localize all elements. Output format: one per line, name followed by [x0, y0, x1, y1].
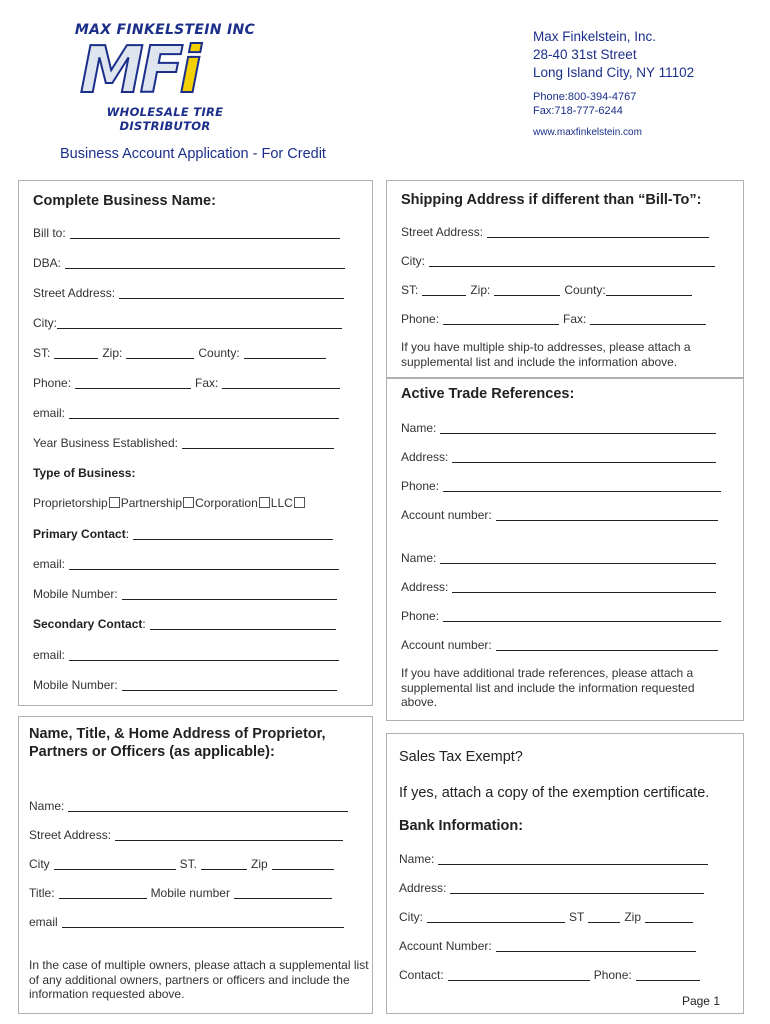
st-label: ST:	[33, 346, 51, 360]
type-of-business-label: Type of Business:	[33, 466, 136, 480]
primary-contact-colon: :	[125, 527, 130, 541]
ref2-phone-field[interactable]	[401, 607, 725, 623]
email-field[interactable]	[33, 404, 343, 420]
owner-zip-label: Zip	[251, 857, 268, 871]
company-fax: Fax:718-777-6244	[533, 105, 623, 117]
primary-mobile-label: Mobile Number:	[33, 587, 118, 601]
ship-street-field[interactable]	[401, 223, 713, 239]
secondary-mobile-label: Mobile Number:	[33, 678, 118, 692]
type-corporation-label: Corporation	[195, 496, 258, 510]
city-label: City:	[33, 316, 57, 330]
bill-to-label: Bill to:	[33, 226, 66, 240]
owner-st-label: ST.	[179, 857, 198, 871]
logo-letter-i: i	[179, 34, 198, 108]
company-street: 28-40 31st Street	[533, 47, 637, 62]
ref2-name-field[interactable]	[401, 549, 720, 565]
bill-to-field[interactable]	[33, 224, 344, 240]
year-established-label: Year Business Established:	[33, 436, 178, 450]
owner-city-st-zip-field[interactable]	[29, 855, 338, 871]
owner-name-field[interactable]	[29, 797, 352, 813]
owner-street-label: Street Address:	[29, 828, 112, 842]
partnership-checkbox[interactable]	[183, 497, 194, 508]
bank-address-label: Address:	[399, 881, 447, 895]
sales-tax-question: Sales Tax Exempt?	[399, 749, 523, 765]
company-website: www.maxfinkelstein.com	[533, 127, 642, 138]
fax-label: Fax:	[195, 376, 219, 390]
ref1-name-label: Name:	[401, 421, 437, 435]
shipping-heading: Shipping Address if different than “Bill-To”:	[401, 192, 702, 208]
ship-street-label: Street Address:	[401, 225, 484, 239]
ref2-address-label: Address:	[401, 580, 449, 594]
dba-label: DBA:	[33, 256, 62, 270]
page-number: Page 1	[681, 994, 720, 1008]
ref1-address-field[interactable]	[401, 448, 720, 464]
bank-heading: Bank Information:	[399, 818, 524, 834]
corporation-checkbox[interactable]	[259, 497, 270, 508]
ref1-phone-field[interactable]	[401, 477, 725, 493]
street-address-label: Street Address:	[33, 286, 116, 300]
county-label: County:	[198, 346, 240, 360]
phone-fax-field[interactable]	[33, 374, 344, 390]
secondary-contact-colon: :	[142, 617, 146, 631]
secondary-email-label: email:	[33, 648, 66, 662]
trade-references-heading: Active Trade References:	[401, 386, 575, 402]
owner-street-field[interactable]	[29, 826, 347, 842]
ship-county-label: County:	[564, 283, 606, 297]
form-title: Business Account Application - For Credit	[60, 146, 326, 162]
owner-city-label: City	[29, 857, 50, 871]
bank-city-st-zip-field[interactable]	[399, 908, 697, 924]
ship-phone-fax-field[interactable]	[401, 310, 710, 326]
ship-phone-label: Phone:	[401, 312, 440, 326]
company-info	[533, 28, 694, 140]
type-of-business-label-row	[33, 464, 135, 480]
primary-mobile-field[interactable]	[33, 585, 341, 601]
owner-email-field[interactable]	[29, 913, 348, 929]
business-type-options	[33, 496, 306, 510]
bank-zip-label: Zip	[624, 910, 642, 924]
owner-title-label: Title:	[29, 886, 55, 900]
bank-name-field[interactable]	[399, 850, 712, 866]
ref2-name-label: Name:	[401, 551, 437, 565]
logo-bottom-text: WHOLESALE TIRE DISTRIBUTOR	[106, 105, 224, 133]
owners-heading: Name, Title, & Home Address of Proprietor, Partners or Officers (as applicable):	[29, 726, 326, 760]
company-name: Max Finkelstein, Inc.	[533, 29, 657, 44]
type-proprietorship-label: Proprietorship	[33, 496, 108, 510]
phone-label: Phone:	[33, 376, 72, 390]
bank-contact-phone-field[interactable]	[399, 966, 704, 982]
ref1-phone-label: Phone:	[401, 479, 440, 493]
ref1-account-field[interactable]	[401, 506, 722, 522]
trade-references-note: If you have additional trade references, please attach a supplemental list and include the information requested above.	[401, 666, 695, 709]
secondary-contact-label: Secondary Contact	[33, 617, 143, 631]
logo-mark	[72, 34, 267, 108]
owner-email-label: email	[29, 915, 58, 929]
city-field[interactable]	[33, 314, 346, 330]
ref1-account-label: Account number:	[401, 508, 492, 522]
bank-address-field[interactable]	[399, 879, 708, 895]
email-label: email:	[33, 406, 66, 420]
owner-title-mobile-field[interactable]	[29, 884, 336, 900]
logo-letters	[80, 34, 198, 108]
bank-city-label: City:	[399, 910, 423, 924]
company-phone: Phone:800-394-4767	[533, 91, 637, 103]
bank-phone-label: Phone:	[593, 968, 632, 982]
llc-checkbox[interactable]	[294, 497, 305, 508]
dba-field[interactable]	[33, 254, 349, 270]
secondary-mobile-field[interactable]	[33, 676, 341, 692]
ship-city-field[interactable]	[401, 252, 719, 268]
shipping-note: If you have multiple ship-to addresses, please attach a supplemental list and include the information above.	[401, 340, 691, 369]
ship-zip-label: Zip:	[470, 283, 491, 297]
proprietorship-checkbox[interactable]	[109, 497, 120, 508]
ref1-address-label: Address:	[401, 450, 449, 464]
ref2-account-label: Account number:	[401, 638, 492, 652]
logo-top-text: MAX FINKELSTEIN INC	[74, 22, 256, 38]
owners-note: In the case of multiple owners, please attach a supplemental list of any additional owners, partners or officers and include the information requested above.	[29, 958, 369, 1001]
ship-st-label: ST:	[401, 283, 419, 297]
secondary-contact-field[interactable]	[33, 615, 340, 631]
company-logo	[60, 22, 275, 133]
owner-mobile-label: Mobile number	[150, 886, 230, 900]
primary-email-label: email:	[33, 557, 66, 571]
zip-label: Zip:	[102, 346, 123, 360]
ref2-address-field[interactable]	[401, 578, 720, 594]
sales-tax-instruction: If yes, attach a copy of the exemption certificate.	[399, 785, 710, 801]
bank-account-label: Account Number:	[399, 939, 492, 953]
ship-fax-label: Fax:	[563, 312, 587, 326]
type-llc-label: LLC	[270, 496, 293, 510]
year-established-field[interactable]	[33, 434, 338, 450]
bank-contact-label: Contact:	[399, 968, 444, 982]
business-heading: Complete Business Name:	[33, 193, 216, 209]
primary-contact-field[interactable]	[33, 525, 337, 541]
ref2-account-field[interactable]	[401, 636, 722, 652]
bank-st-label: ST	[569, 910, 585, 924]
primary-email-field[interactable]	[33, 555, 343, 571]
primary-contact-label: Primary Contact	[33, 527, 126, 541]
ref1-name-field[interactable]	[401, 419, 720, 435]
logo-letters-main: MF	[80, 34, 180, 108]
type-partnership-label: Partnership	[120, 496, 183, 510]
ship-st-zip-county-field[interactable]	[401, 281, 696, 297]
bank-account-field[interactable]	[399, 937, 700, 953]
st-zip-county-field[interactable]	[33, 344, 330, 360]
company-city: Long Island City, NY 11102	[533, 65, 695, 80]
street-address-field[interactable]	[33, 284, 348, 300]
owner-name-label: Name:	[29, 799, 65, 813]
secondary-email-field[interactable]	[33, 646, 343, 662]
ship-city-label: City:	[401, 254, 425, 268]
ref2-phone-label: Phone:	[401, 609, 440, 623]
bank-name-label: Name:	[399, 852, 435, 866]
